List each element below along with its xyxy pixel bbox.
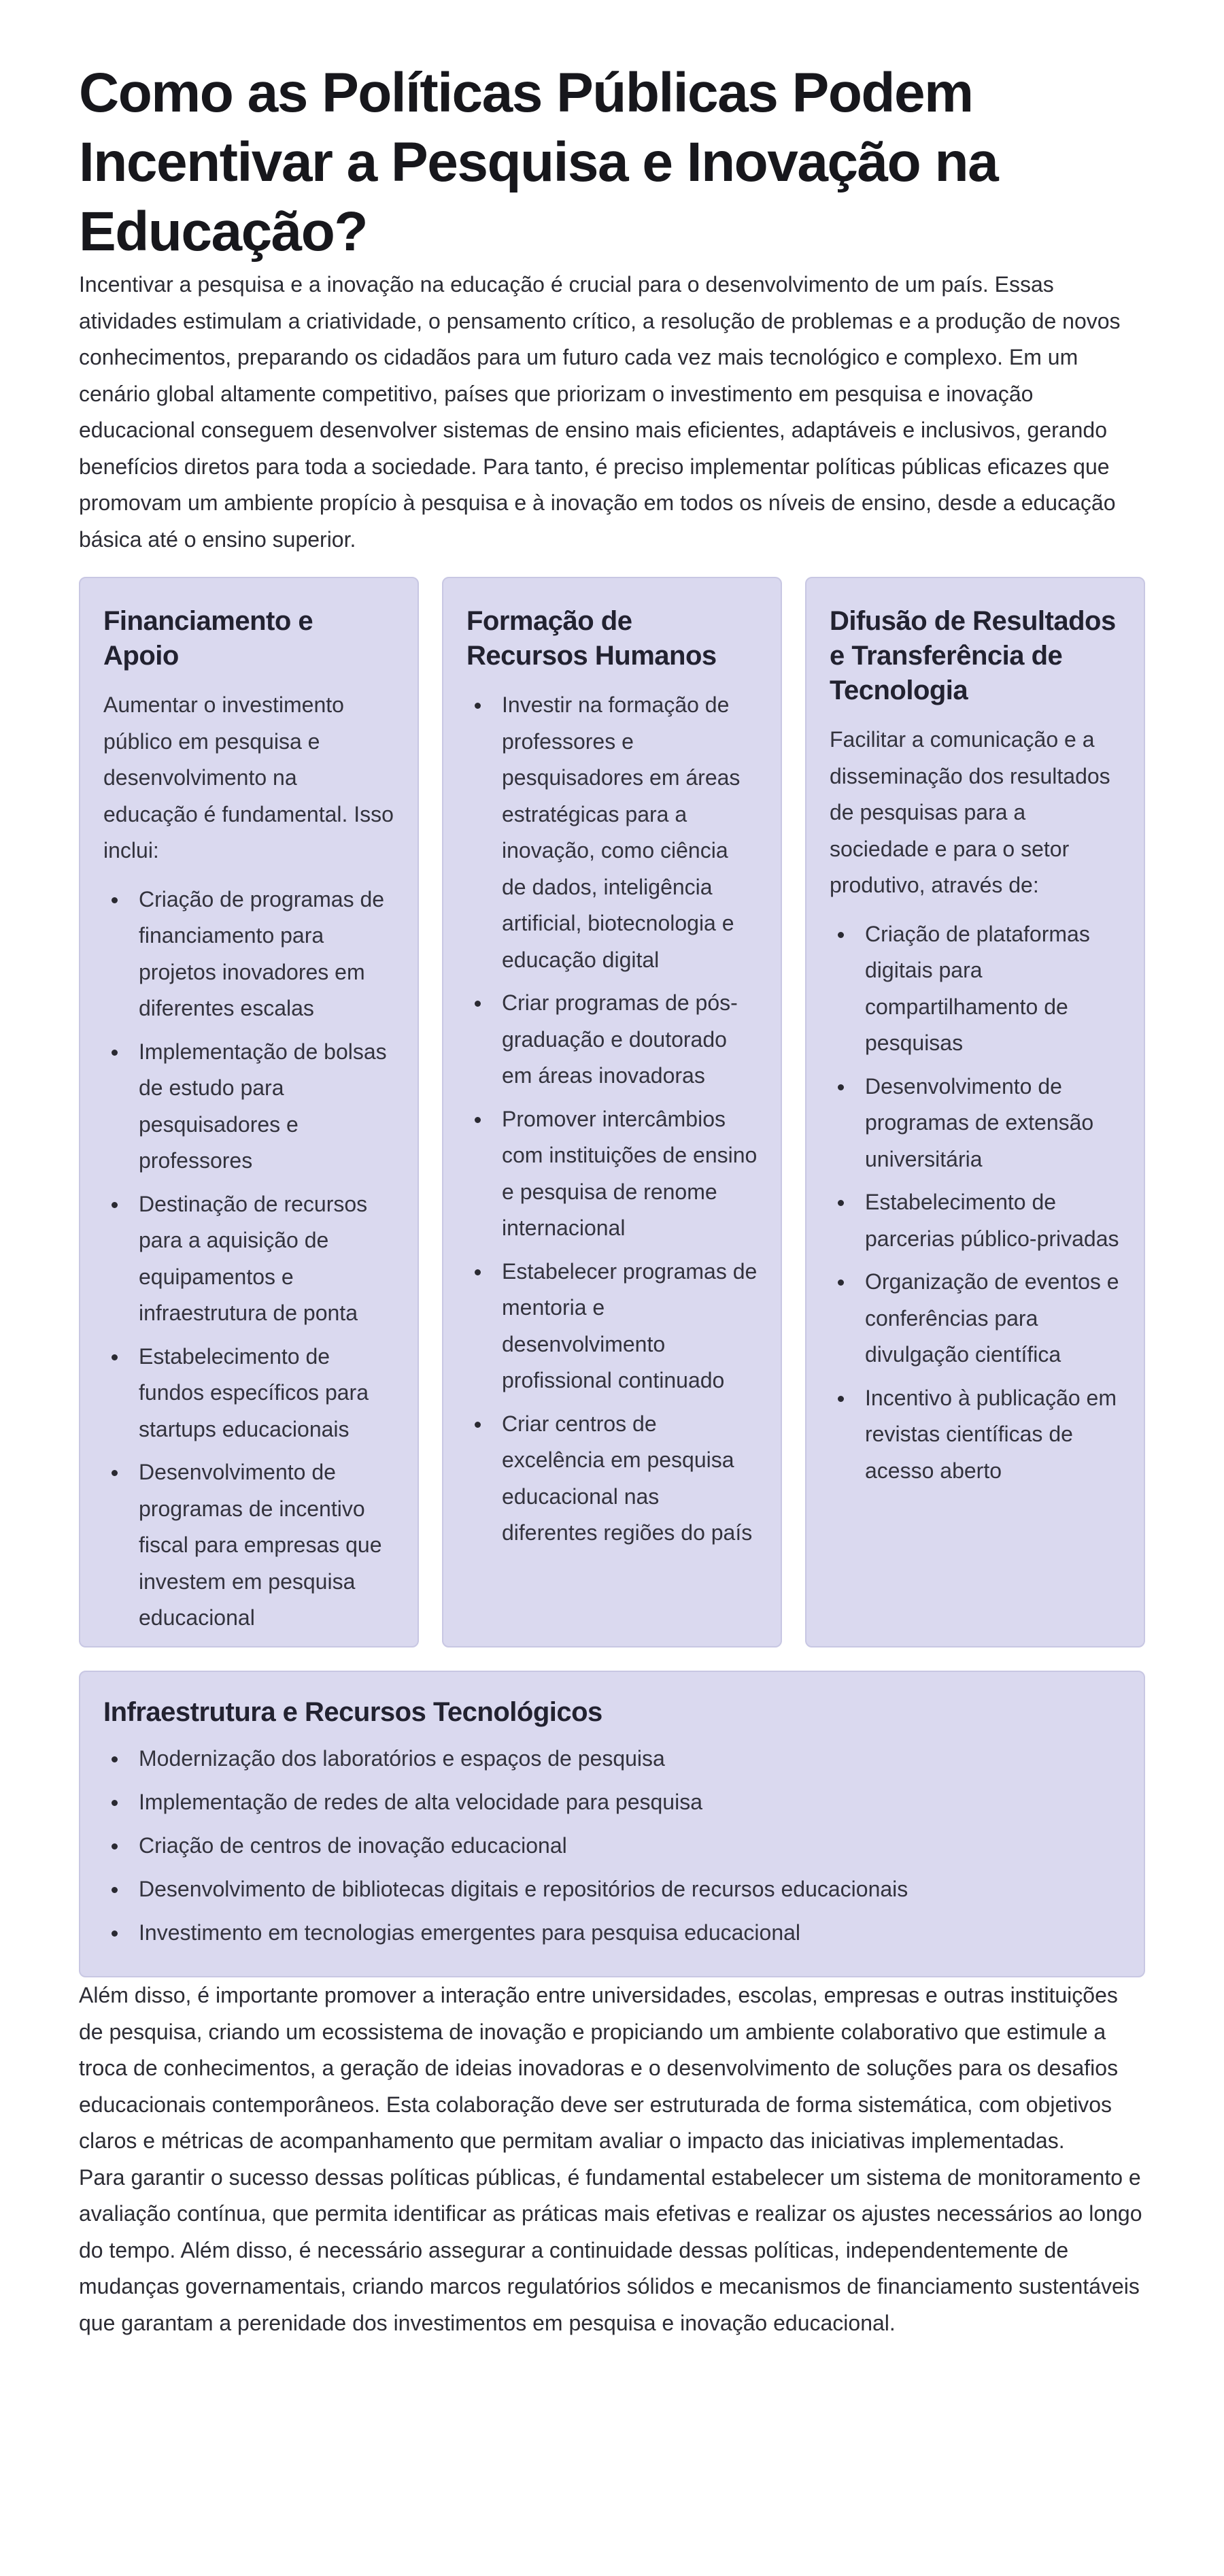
list-item: Implementação de bolsas de estudo para pesquisadores e professores: [139, 1034, 394, 1180]
list-item: Investimento em tecnologias emergentes para pesquisa educacional: [139, 1915, 1121, 1951]
card-text: Aumentar o investimento público em pesquisa e desenvolvimento na educação é fundamental. Isso inclui:: [103, 692, 394, 863]
card-list: [466, 687, 758, 1552]
list-item: Desenvolvimento de bibliotecas digitais e repositórios de recursos educacionais: [139, 1871, 1121, 1907]
list-item: Estabelecimento de fundos específicos para startups educacionais: [139, 1339, 394, 1448]
card-title: Difusão de Resultados e Transferência de Tecnologia: [830, 606, 1116, 705]
card-list: [830, 916, 1121, 1490]
card-title: Infraestrutura e Recursos Tecnológicos: [103, 1697, 602, 1727]
list-item: Desenvolvimento de programas de incentivo fiscal para empresas que investem em pesquisa educacional: [139, 1454, 394, 1637]
card-title: Financiamento e Apoio: [103, 606, 313, 671]
list-item: Promover intercâmbios com instituições de ensino e pesquisa de renome internacional: [502, 1101, 758, 1247]
list-item: Implementação de redes de alta velocidade para pesquisa: [139, 1784, 1121, 1820]
list-item: Criar programas de pós-graduação e doutorado em áreas inovadoras: [502, 985, 758, 1094]
card-title: Formação de Recursos Humanos: [466, 606, 717, 671]
list-item: Modernização dos laboratórios e espaços de pesquisa: [139, 1741, 1121, 1777]
list-item: Destinação de recursos para a aquisição de equipamentos e infraestrutura de ponta: [139, 1186, 394, 1332]
card-list: [103, 882, 394, 1637]
intro-paragraph: Incentivar a pesquisa e a inovação na educação é crucial para o desenvolvimento de um país. Essas atividades estimulam a criatividade, o pensamento crítico, a resolução de problemas e a produção de novos conhecimentos, preparando os cidadãos para um futuro cada vez mais tecnológico e complexo. Em um cenário global altamente competitivo, países que priorizam o investimento em pesquisa e inovação educacional conseguem desenvolver sistemas de ensino mais eficientes, adaptáveis e inclusivos, gerando benefícios diretos para toda a sociedade. Para tanto, é preciso implementar políticas públicas eficazes que promovam um ambiente propício à pesquisa e à inovação em todos os níveis de ensino, desde a educação básica até o ensino superior.: [79, 272, 1121, 552]
list-item: Organização de eventos e conferências para divulgação científica: [865, 1264, 1121, 1373]
list-item: Criação de programas de financiamento para projetos inovadores em diferentes escalas: [139, 882, 394, 1027]
card-list: [103, 1741, 1121, 1951]
list-item: Criação de plataformas digitais para compartilhamento de pesquisas: [865, 916, 1121, 1062]
collaboration-paragraph: Além disso, é importante promover a interação entre universidades, escolas, empresas e outras instituições de pesquisa, criando um ecossistema de inovação e propiciando um ambiente colaborativo que estimule a troca de conhecimentos, a geração de ideias inovadoras e o desenvolvimento de soluções para os desafios educacionais contemporâneos. Esta colaboração deve ser estruturada de forma sistemática, com objetivos claros e métricas de acompanhamento que permitam avaliar o impacto das iniciativas implementadas.: [79, 1983, 1119, 2153]
list-item: Desenvolvimento de programas de extensão universitária: [865, 1069, 1121, 1178]
card-formacao: [442, 577, 782, 1647]
card-difusao: [805, 577, 1145, 1647]
page-title: Como as Políticas Públicas Podem Incentivar a Pesquisa e Inovação na Educação?: [79, 62, 998, 263]
card-financiamento: [79, 577, 419, 1647]
card-infraestrutura: [79, 1671, 1145, 1977]
list-item: Criar centros de excelência em pesquisa educacional nas diferentes regiões do país: [502, 1406, 758, 1552]
list-item: Incentivo à publicação em revistas científicas de acesso aberto: [865, 1380, 1121, 1490]
list-item: Estabelecimento de parcerias público-privadas: [865, 1184, 1121, 1257]
monitoring-paragraph: Para garantir o sucesso dessas políticas públicas, é fundamental estabelecer um sistema de monitoramento e avaliação contínua, que permita identificar as práticas mais efetivas e realizar os ajustes necessários ao longo do tempo. Além disso, é necessário assegurar a continuidade dessas políticas, independentemente de mudanças governamentais, criando marcos regulatórios sólidos e mecanismos de financiamento sustentáveis que garantam a perenidade dos investimentos em pesquisa e inovação educacional.: [79, 2164, 1142, 2335]
list-item: Investir na formação de professores e pesquisadores em áreas estratégicas para a inovação, como ciência de dados, inteligência artificial, biotecnologia e educação digital: [502, 687, 758, 978]
list-item: Estabelecer programas de mentoria e desenvolvimento profissional continuado: [502, 1254, 758, 1399]
policy-cards: [79, 577, 1145, 1647]
card-text: Facilitar a comunicação e a disseminação dos resultados de pesquisas para a sociedade e para o setor produtivo, através de:: [830, 727, 1110, 897]
list-item: Criação de centros de inovação educacional: [139, 1828, 1121, 1864]
